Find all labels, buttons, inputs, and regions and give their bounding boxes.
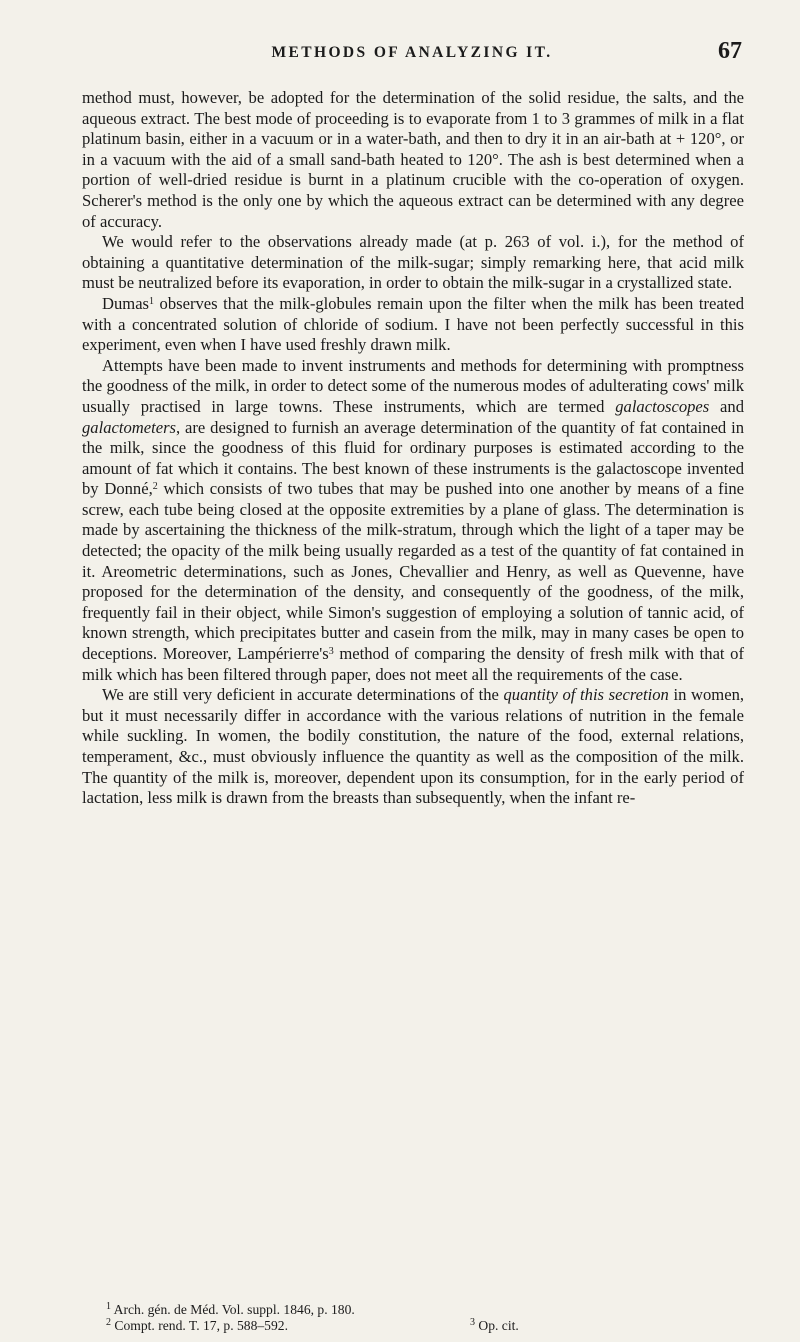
footnote-3 (470, 1318, 519, 1334)
footnote-ref-1: 1 (149, 295, 155, 307)
footnote-1-text: Arch. gén. de Méd. Vol. suppl. 1846, p. 180. (111, 1302, 355, 1317)
paragraph-3 (82, 294, 744, 356)
footnote-ref-2: 2 (152, 481, 158, 493)
footnote-3-text: Op. cit. (475, 1318, 519, 1333)
running-head (82, 38, 742, 68)
paragraph-4-text-c: , are designed to furnish an average determination of the quantity of fat contained in the milk, since the goodness of this fluid for ordinary purposes is estimated according to the amount of fat which it contains. The best known of these instruments is the galactoscope invented by Donné, (82, 417, 744, 499)
paragraph-4 (82, 356, 744, 686)
footnote-line-1 (82, 1302, 744, 1318)
paragraph-3-text-a: Dumas (102, 293, 150, 313)
term-galactometers: galactometers (82, 417, 177, 437)
paragraph-1-text: method must, however, be adopted for the determination of the solid residue, the salts, and the aqueous extract. The best mode of proceeding is to evaporate from 1 to 3 grammes of milk in a flat platinum basin, either in a vacuum or in a water-bath, and then to dry it in an air-bath at + 120°, or in a vacuum with the aid of a small sand-bath heated to 120°. The ash is best determined when a portion of well-dried residue is burnt in a platinum crucible with the co-operation of oxygen. Scherer's method is the only one by which the aqueous extract can be determined with any degree of accuracy. (82, 88, 744, 231)
paragraph-5-text-b: in women, but it must necessarily differ in accordance with the various relations of nutrition in the female while suckling. In women, the bodily constitution, the nature of the food, external relations, temperament, &c., must obviously influence the quantity as well as the composition of the milk. The quantity of the milk is, moreover, dependent upon its consumption, for in the early period of lactation, less milk is drawn from the breasts than subsequently, when the infant re- (82, 685, 745, 808)
footnote-2 (106, 1318, 288, 1334)
footnotes (82, 1302, 744, 1334)
page-number: 67 (718, 38, 742, 64)
paragraph-3-text-b: observes that the milk-globules remain upon the filter when the milk has been treated with a concentrated solution of chloride of sodium. I have not been perfectly successful in this experiment, even when I have used freshly drawn milk. (82, 293, 744, 355)
term-galactoscopes: galactoscopes (615, 396, 710, 416)
term-quantity-of-secretion: quantity of this secretion (503, 685, 669, 705)
paragraph-2-text: We would refer to the observations already made (at p. 263 of vol. i.), for the method of obtaining a quantitative determination of the milk-sugar; simply remarking here, that acid milk must be neutralized before its evaporation, in order to obtain the milk-sugar in a crystallized state. (82, 232, 744, 293)
paragraph-4-text-b: and (709, 396, 744, 416)
footnote-ref-3: 3 (328, 646, 334, 658)
body-text (82, 88, 744, 809)
paragraph-5 (82, 685, 744, 809)
footnote-1 (106, 1302, 355, 1318)
footnote-3-mark: 3 (470, 1317, 475, 1328)
footnote-2-text: Compt. rend. T. 17, p. 588–592. (111, 1318, 288, 1333)
footnote-2-mark: 2 (106, 1317, 111, 1328)
paragraph-4-text-e: method of comparing the density of fresh milk with that of milk which has been filtered through paper, does not meet all the requirements of the case. (82, 644, 744, 684)
paragraph-2 (82, 232, 744, 294)
paragraph-5-text-a: We are still very deficient in accurate determinations of the (102, 685, 504, 705)
running-title: METHODS OF ANALYZING IT. (271, 44, 553, 61)
footnote-1-mark: 1 (106, 1301, 111, 1312)
paragraph-4-text-d: which consists of two tubes that may be pushed into one another by means of a fine screw, each tube being closed at the opposite extremities by a plane of glass. The determination is made by ascertaining the thickness of the milk-stratum, through which the light of a taper may be detected; the opacity of the milk being usually regarded as a test of the quantity of fat contained in it. Areometric determinations, such as Jones, Chevallier and Henry, as well as Quevenne, have proposed for the determination of the density, and consequently of the goodness, of the milk, frequently fail in their object, while Simon's suggestion of employing a solution of tannic acid, of known strength, which precipitates butter and casein from the milk, may in many cases be open to deceptions. Moreover, Lampérierre's (82, 479, 744, 664)
footnote-line-2 (82, 1318, 744, 1334)
paragraph-1 (82, 88, 744, 232)
paragraph-4-text-a: Attempts have been made to invent instruments and methods for determining with promptness the goodness of the milk, in order to detect some of the numerous modes of adulterating cows' milk usually practised in large towns. These instruments, which are termed (82, 355, 744, 416)
